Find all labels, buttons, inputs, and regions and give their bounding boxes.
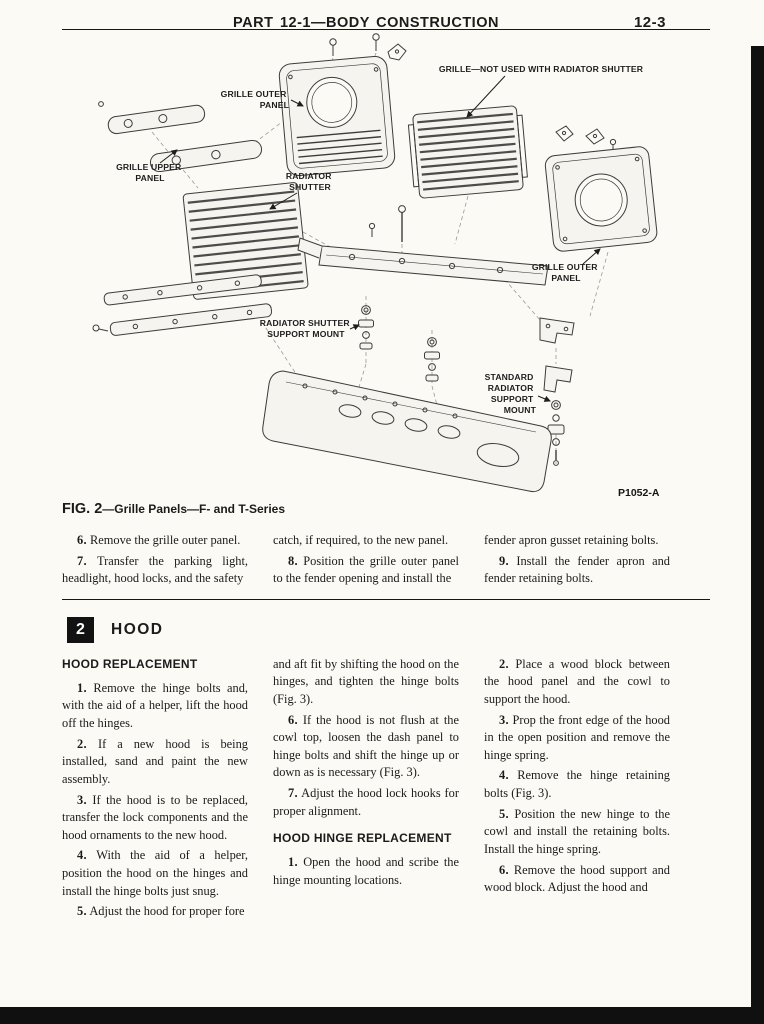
step-text: If the hood is to be replaced, transfer the lock components and the hood ornaments to the new hood. bbox=[62, 792, 248, 842]
step-number: 7. bbox=[288, 786, 298, 801]
step-number: 3. bbox=[77, 792, 87, 807]
section-number-badge: 2 bbox=[67, 617, 94, 643]
step-number: 5. bbox=[77, 904, 87, 919]
step-number: 4. bbox=[499, 768, 509, 783]
step-text: Transfer the parking light, headlight, hood locks, and the safety bbox=[62, 553, 249, 586]
step-number: 5. bbox=[499, 806, 509, 821]
scan-edge-bottom bbox=[0, 1007, 764, 1024]
page-header bbox=[62, 0, 670, 31]
step-paragraph bbox=[273, 553, 459, 588]
step-text: Position the new hinge to the cowl and install the retaining bolts. Install the hinge spring. bbox=[484, 806, 670, 856]
step-number: 6. bbox=[499, 862, 509, 877]
step-number: 1. bbox=[288, 855, 298, 870]
shutter-support-mount-hardware bbox=[359, 306, 440, 381]
section-header bbox=[62, 617, 670, 643]
page-content bbox=[62, 0, 670, 924]
step-text: With the aid of a helper, position the hood on the hinges and install the hinge bolts just snug. bbox=[62, 848, 248, 898]
step-paragraph bbox=[484, 862, 670, 897]
label-grille-outer-panel-right: GRILLE OUTER PANEL bbox=[531, 262, 598, 283]
step-paragraph bbox=[62, 903, 248, 921]
figure-2 bbox=[0, 30, 764, 500]
grille-outer-panel-top-part bbox=[278, 56, 395, 177]
step-text: If the hood is not flush at the cowl top, loosen the dash panel to hinge bolts and shift the hinge up or down as is necessary (Fig. 3). bbox=[273, 712, 459, 780]
radiator-support-brace-part bbox=[298, 238, 548, 285]
step-text: Remove the hinge retaining bolts (Fig. 3). bbox=[484, 768, 670, 801]
grille-panel-part bbox=[408, 105, 529, 199]
step-paragraph bbox=[273, 712, 459, 782]
page-number: 12-3 bbox=[633, 14, 666, 31]
subsection-heading: HOOD REPLACEMENT bbox=[62, 656, 198, 671]
figure-caption bbox=[62, 500, 670, 518]
figure-part-code: P1052-A bbox=[618, 487, 660, 499]
label-standard-support-mount: STANDARD RADIATOR SUPPORT MOUNT bbox=[484, 372, 536, 415]
step-paragraph bbox=[273, 532, 459, 550]
bolt-hardware-top bbox=[330, 34, 406, 60]
step-text: Position the grille outer panel to the fender opening and install the bbox=[273, 553, 459, 586]
scan-edge-right bbox=[751, 46, 764, 1008]
label-grille-not-used: GRILLE—NOT USED WITH RADIATOR SHUTTER bbox=[438, 64, 644, 74]
step-text: and aft fit by shifting the hood on the hinges, and tighten the hinge bolts (Fig. 3). bbox=[273, 656, 459, 707]
step-text: catch, if required, to the new panel. bbox=[273, 533, 449, 547]
grille-lower-support-bars bbox=[93, 274, 272, 336]
step-text: Remove the hinge bolts and, with the aid of a helper, lift the hood off the hinges. bbox=[62, 680, 248, 731]
grille-procedure-columns bbox=[62, 532, 670, 591]
step-paragraph bbox=[273, 854, 459, 889]
label-radiator-shutter: RADIATOR SHUTTER bbox=[285, 171, 332, 192]
step-text: Install the fender apron and fender retaining bolts. bbox=[484, 553, 670, 586]
step-number: 8. bbox=[288, 553, 298, 568]
grille-column-2 bbox=[273, 532, 459, 591]
grille-column-3 bbox=[484, 532, 670, 591]
step-paragraph bbox=[484, 532, 670, 550]
step-paragraph bbox=[62, 553, 248, 588]
support-bracket bbox=[540, 318, 574, 343]
step-text: Prop the front edge of the hood in the open position and remove the hinge spring. bbox=[484, 712, 670, 762]
label-grille-upper-panel: GRILLE UPPER PANEL bbox=[116, 162, 182, 183]
step-paragraph bbox=[62, 792, 248, 845]
step-number: 9. bbox=[499, 553, 509, 568]
center-bolt bbox=[369, 206, 405, 242]
step-paragraph bbox=[273, 656, 459, 709]
step-paragraph bbox=[273, 785, 459, 820]
figure-caption-text: —Grille Panels—F- and T-Series bbox=[102, 502, 286, 516]
hood-column-1 bbox=[62, 656, 248, 924]
step-paragraph bbox=[484, 806, 670, 859]
step-text: fender apron gusset retaining bolts. bbox=[484, 533, 659, 547]
hood-columns bbox=[62, 656, 670, 924]
step-number: 2. bbox=[77, 736, 87, 751]
step-number: 6. bbox=[77, 533, 87, 547]
section-divider-rule bbox=[62, 599, 710, 600]
hood-column-2 bbox=[273, 656, 459, 924]
step-number: 2. bbox=[499, 656, 509, 671]
grille-exploded-diagram bbox=[0, 30, 764, 500]
step-text: Adjust the hood for proper fore bbox=[89, 904, 245, 919]
hood-column-3 bbox=[484, 656, 670, 924]
label-grille-outer-panel-top: GRILLE OUTER PANEL bbox=[220, 89, 289, 110]
grille-outer-panel-right-part bbox=[544, 146, 657, 252]
step-text: Remove the hood support and wood block. Adjust the hood and bbox=[484, 862, 670, 895]
label-shutter-support-mount: RADIATOR SHUTTER SUPPORT MOUNT bbox=[259, 318, 350, 339]
step-paragraph bbox=[484, 656, 670, 709]
step-paragraph bbox=[484, 553, 670, 588]
step-text: If a new hood is being installed, sand and paint the new assembly. bbox=[62, 736, 248, 786]
step-paragraph bbox=[484, 767, 670, 802]
step-paragraph bbox=[484, 712, 670, 765]
step-text: Open the hood and scribe the hinge mounting locations. bbox=[273, 855, 459, 887]
step-number: 7. bbox=[77, 553, 87, 568]
step-paragraph bbox=[62, 847, 248, 900]
step-text: Remove the grille outer panel. bbox=[90, 533, 241, 547]
step-number: 1. bbox=[77, 680, 87, 695]
step-number: 6. bbox=[288, 712, 298, 727]
step-paragraph bbox=[62, 532, 248, 550]
step-text: Place a wood block between the hood panel and the cowl to support the hood. bbox=[484, 656, 670, 707]
step-paragraph bbox=[62, 736, 248, 789]
section-title: HOOD bbox=[111, 620, 164, 638]
step-number: 4. bbox=[77, 848, 87, 863]
grille-column-1 bbox=[62, 532, 248, 591]
figure-caption-number: FIG. 2 bbox=[62, 501, 103, 517]
step-text: Adjust the hood lock hooks for proper alignment. bbox=[273, 786, 459, 818]
page-title: PART 12-1—BODY CONSTRUCTION bbox=[233, 15, 499, 31]
subsection-heading: HOOD HINGE REPLACEMENT bbox=[273, 831, 452, 846]
step-paragraph bbox=[62, 680, 248, 733]
step-number: 3. bbox=[499, 712, 509, 727]
